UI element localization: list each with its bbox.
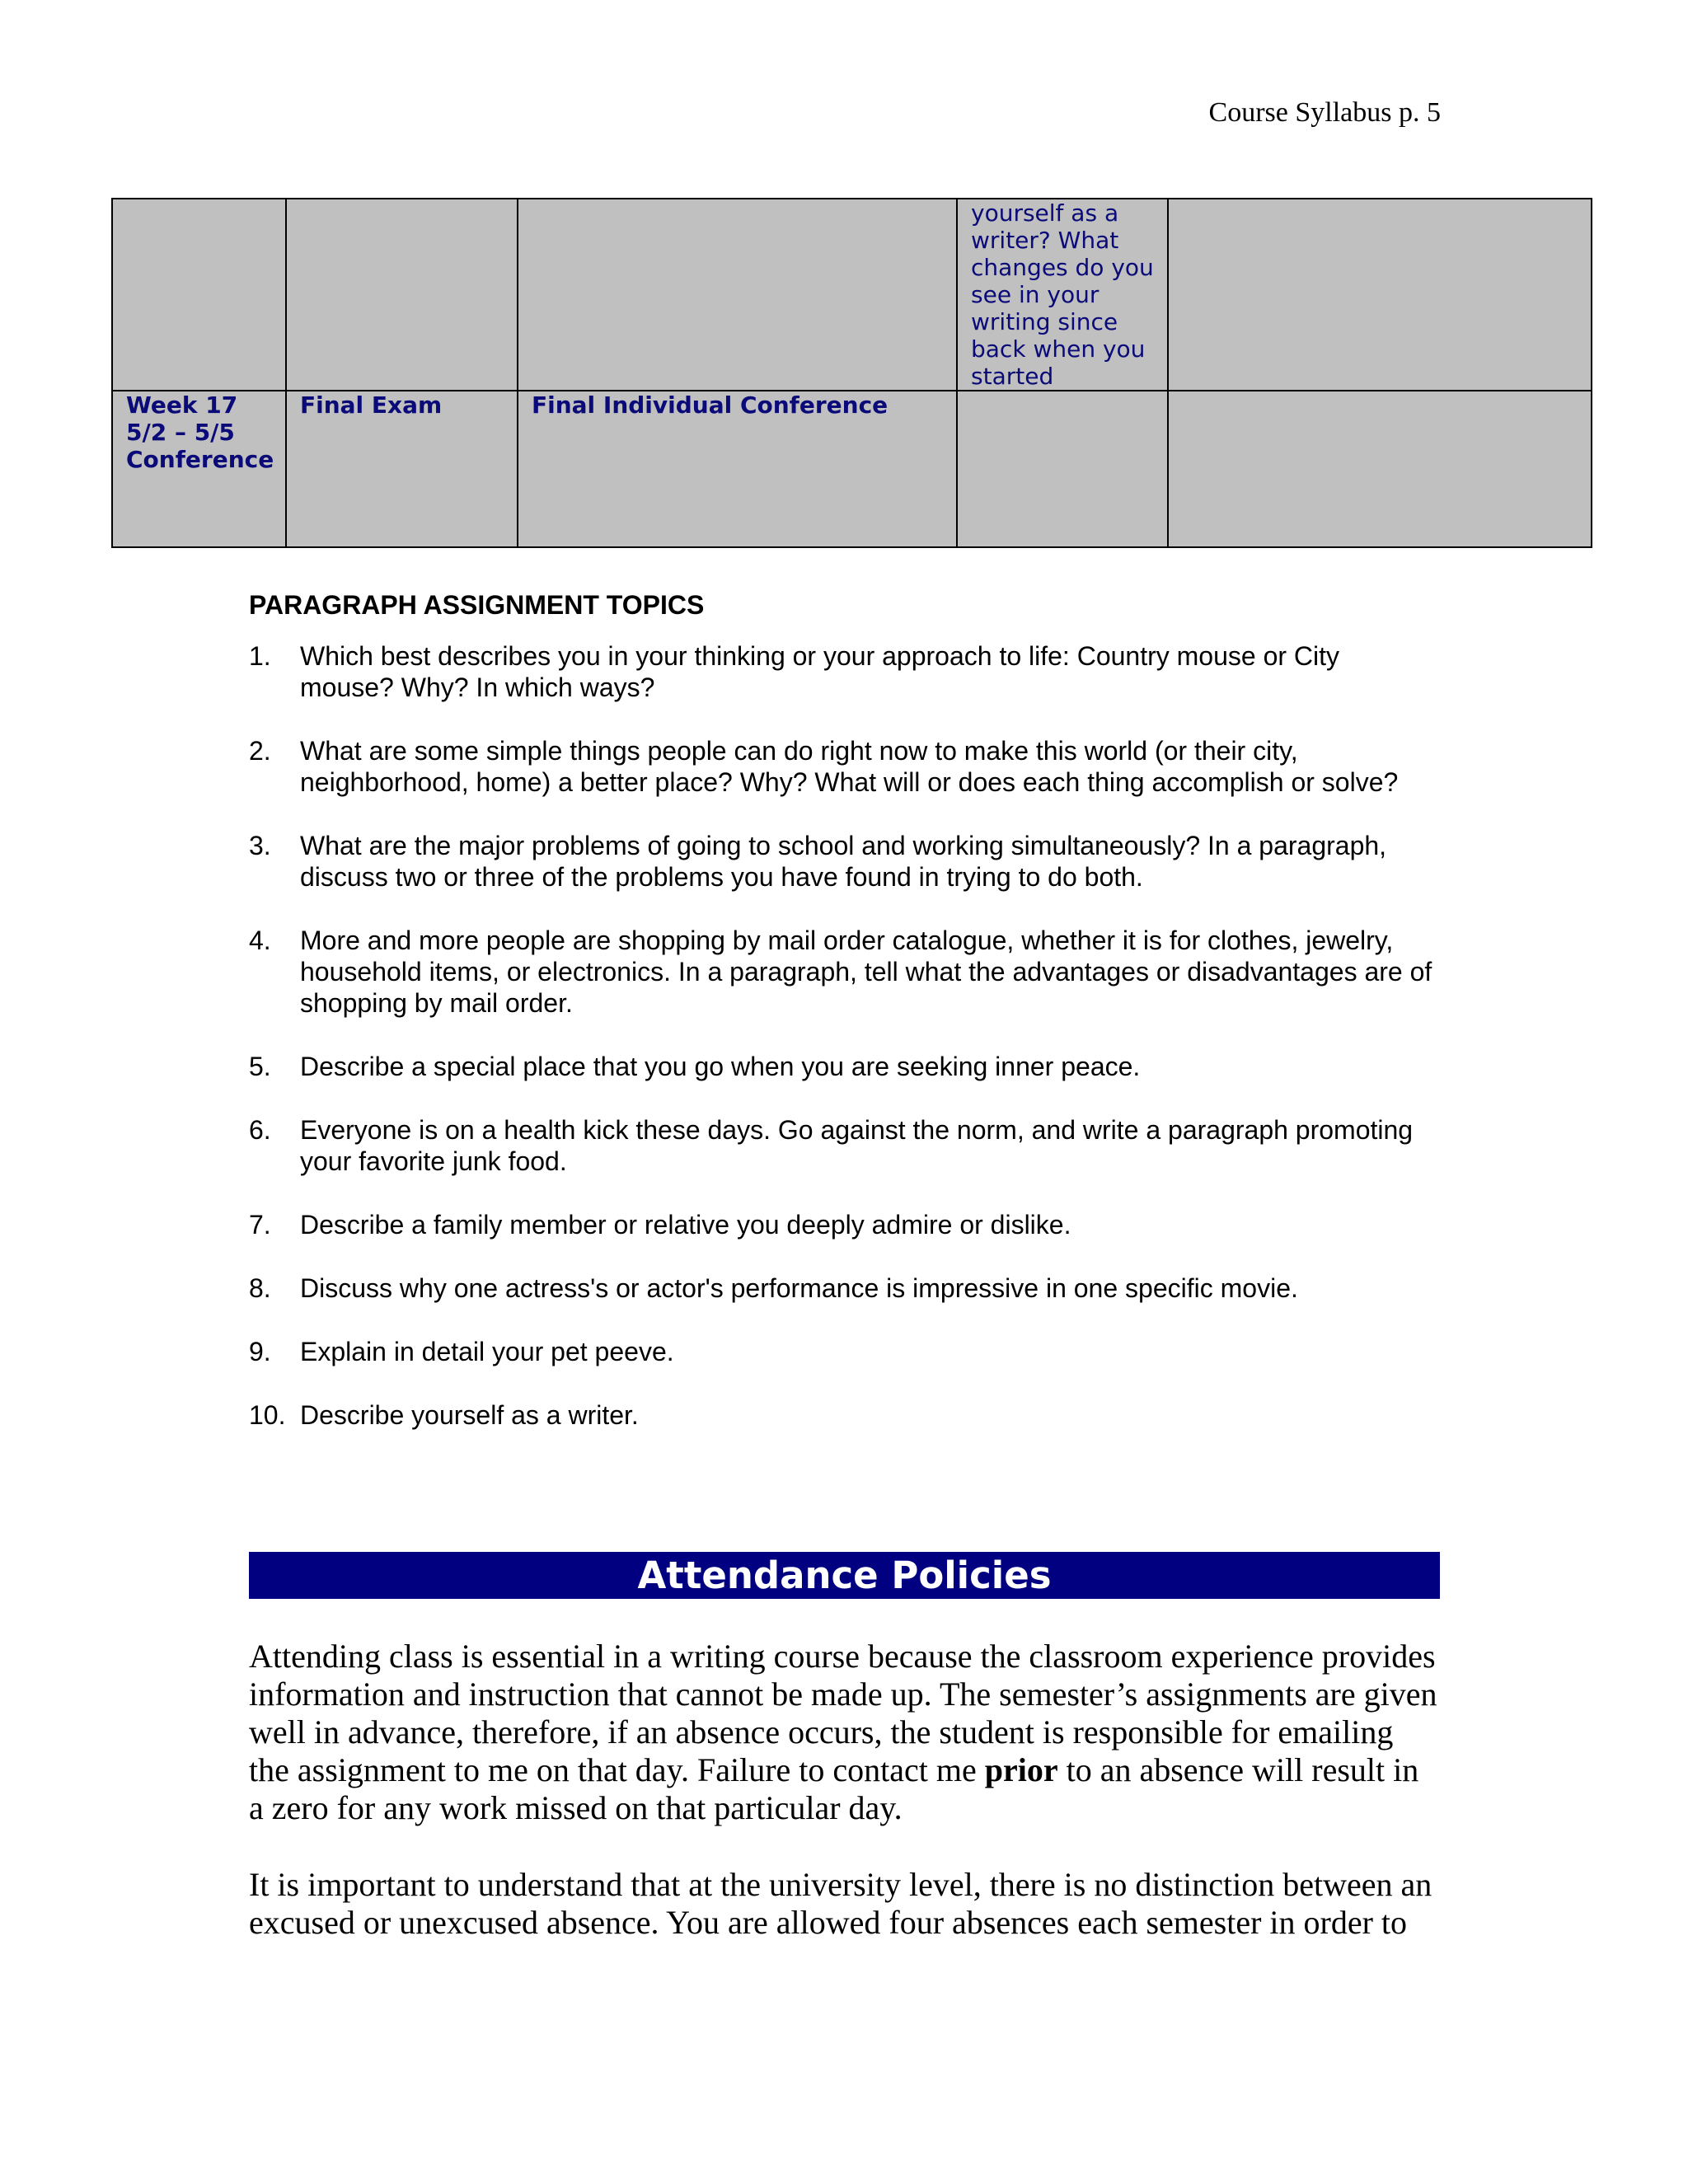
list-item: 2. What are some simple things people can do right now to make this world (or their city, neighborhood, home) a better place? Why? What will or does each thing accomplish or solve? [249, 736, 1399, 797]
table-cell [957, 391, 1168, 547]
list-item: 9. Explain in detail your pet peeve. [249, 1337, 674, 1366]
table-cell [286, 199, 518, 391]
table-cell [1168, 391, 1592, 547]
table-cell [518, 391, 957, 547]
table-cell [1168, 199, 1592, 391]
list-item: 1. Which best describes you in your thinking or your approach to life: Country mouse or City mouse? Why? In which ways? [249, 641, 1340, 702]
paragraph-topics-section [249, 589, 1440, 1463]
attendance-policies-banner: Attendance Policies [249, 1552, 1440, 1599]
assignment-label: Final Exam [300, 391, 443, 419]
list-item: 5. Describe a special place that you go when you are seeking inner peace. [249, 1052, 1141, 1081]
table-cell [112, 199, 286, 391]
list-item: 4. More and more people are shopping by mail order catalogue, whether it is for clothes, jewelry, household items, or electronics. In a paragraph, tell what the advantages or disadvantages are of shopping by mail order. [249, 926, 1432, 1018]
table-cell [112, 391, 286, 547]
reflection-question-text: yourself as a writer? What changes do you see in your writing since back when you started [971, 199, 1154, 390]
activity-label: Final Individual Conference [532, 391, 889, 419]
table-row [112, 199, 1592, 391]
topics-list [249, 640, 1440, 1431]
page-header: Course Syllabus p. 5 [1208, 97, 1441, 128]
list-item: 10. Describe yourself as a writer. [249, 1400, 639, 1430]
schedule-table [111, 198, 1592, 548]
table-cell [957, 199, 1168, 391]
table-cell [518, 199, 957, 391]
list-item: 7. Describe a family member or relative you deeply admire or dislike. [249, 1210, 1071, 1240]
list-item: 6. Everyone is on a health kick these days. Go against the norm, and write a paragraph promoting your favorite junk food. [249, 1115, 1414, 1176]
attendance-paragraph-2: It is important to understand that at the university level, there is no distinction between an excused or unexcused absence. You are allowed four absences each semester in order to [249, 1866, 1432, 1941]
attendance-paragraph-1: Attending class is essential in a writing course because the classroom experience provides information and instruction that cannot be made up. The semester’s assignments are given well in advance, therefore, if an absence occurs, the student is responsible for emailing the assignment to me on that day. Failure to contact me prior to an absence will result in a zero for any work missed on that particular day. [249, 1638, 1437, 1826]
list-item: 8. Discuss why one actress's or actor's performance is impressive in one specific movie. [249, 1273, 1298, 1303]
table-row [112, 391, 1592, 547]
table-cell [286, 391, 518, 547]
week-label: Week 17 5/2 – 5/5 Conference [126, 391, 274, 473]
topics-heading: PARAGRAPH ASSIGNMENT TOPICS [249, 590, 705, 620]
list-item: 3. What are the major problems of going to school and working simultaneously? In a paragraph, discuss two or three of the problems you have found in trying to do both. [249, 831, 1387, 892]
